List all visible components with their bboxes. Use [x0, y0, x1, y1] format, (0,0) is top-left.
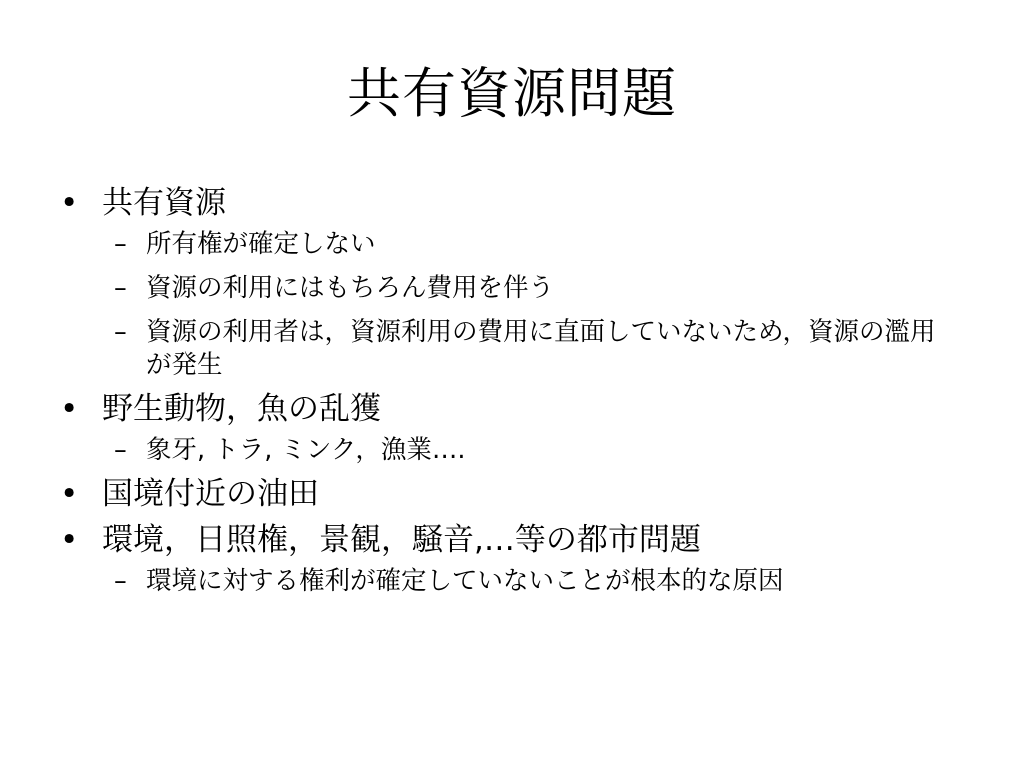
- bullet-icon: •: [60, 185, 79, 221]
- bullet-list: [56, 182, 976, 609]
- bullet-text: 野生動物，魚の乱獲: [102, 391, 381, 427]
- dash-icon: –: [114, 317, 127, 347]
- sub-item-text: 象牙, トラ, ミンク，漁業….: [146, 435, 466, 465]
- sub-item: [56, 272, 946, 305]
- dash-icon: –: [114, 229, 127, 259]
- bullet-text: 国境付近の油田: [102, 476, 319, 512]
- sub-item-text: 環境に対する権利が確定していないことが根本的な原因: [146, 566, 784, 596]
- dash-icon: –: [114, 566, 127, 596]
- bullet-item-urban-problems: [56, 519, 976, 561]
- sub-item-text: 資源の利用者は，資源利用の費用に直面していないため，資源の濫用が発生: [146, 317, 936, 380]
- sub-item: [56, 434, 946, 467]
- sub-item-text: 所有権が確定しない: [146, 229, 376, 259]
- dash-icon: –: [114, 273, 127, 303]
- bullet-text: 共有資源: [102, 185, 226, 221]
- bullet-icon: •: [60, 522, 79, 558]
- sub-item-text: 資源の利用にはもちろん費用を伴う: [146, 273, 555, 303]
- bullet-item-overfishing: [56, 388, 976, 430]
- bullet-icon: •: [60, 476, 79, 512]
- slide-title: 共有資源問題: [347, 62, 677, 125]
- sub-item: [56, 316, 946, 382]
- sub-item: [56, 228, 946, 261]
- bullet-text: 環境，日照権，景観，騒音,…等の都市問題: [102, 522, 701, 558]
- bullet-icon: •: [60, 391, 79, 427]
- dash-icon: –: [114, 435, 127, 465]
- sub-item: [56, 565, 946, 598]
- bullet-item-shared-resources: [56, 182, 976, 224]
- bullet-item-border-oil-field: [56, 473, 976, 515]
